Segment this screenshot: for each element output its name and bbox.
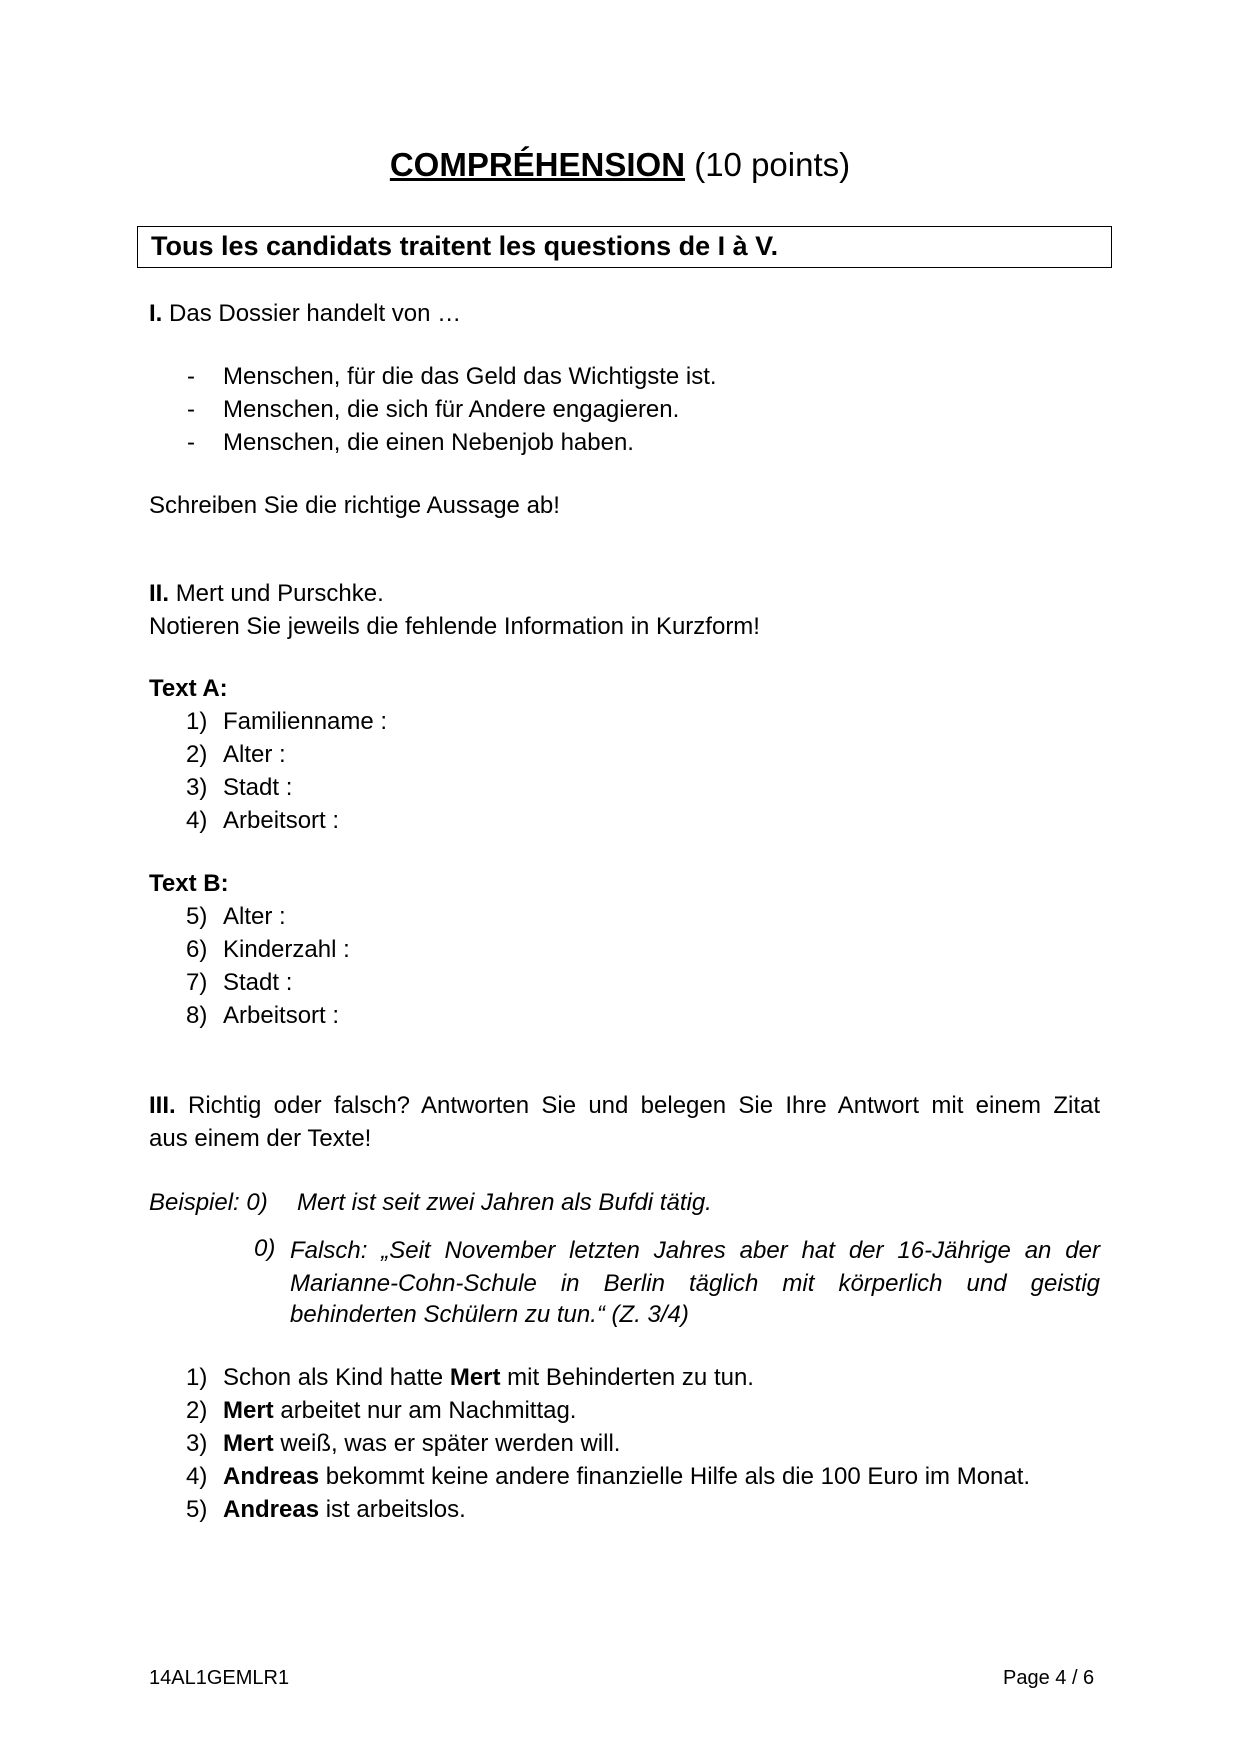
q3-label: III. bbox=[149, 1092, 176, 1119]
statement-number: 5) bbox=[186, 1496, 208, 1523]
list-item: Familienname : bbox=[223, 708, 388, 735]
statement-name: Mert bbox=[223, 1430, 274, 1457]
title-main: COMPRÉHENSION bbox=[389, 146, 686, 183]
statement-name: Mert bbox=[223, 1397, 274, 1424]
q2-task: Notieren Sie jeweils die fehlende Information in Kurzform! bbox=[149, 613, 760, 640]
statement bbox=[223, 1496, 466, 1524]
example-label: Beispiel: 0) bbox=[149, 1189, 268, 1216]
statement-post: arbeitet nur am Nachmittag. bbox=[273, 1397, 577, 1424]
q1-label: I. bbox=[149, 300, 163, 327]
q1-option: Menschen, für die das Geld das Wichtigste ist. bbox=[223, 363, 717, 390]
example-answer-line: Falsch: „Seit November letzten Jahres aber hat der 16-Jährige an der bbox=[290, 1237, 1100, 1264]
example-statement: Mert ist seit zwei Jahren als Bufdi tätig. bbox=[297, 1189, 712, 1216]
statement-number: 2) bbox=[186, 1397, 208, 1424]
list-item: Alter : bbox=[223, 903, 286, 930]
page-title bbox=[0, 146, 1240, 184]
statement bbox=[223, 1364, 754, 1392]
list-number: 4) bbox=[186, 807, 208, 834]
statement bbox=[223, 1397, 576, 1425]
q3-text-line2: aus einem der Texte! bbox=[149, 1125, 372, 1152]
statement-name: Mert bbox=[449, 1364, 501, 1391]
statement-name: Andreas bbox=[223, 1496, 320, 1523]
statement-post: mit Behinderten zu tun. bbox=[500, 1364, 754, 1391]
statement-number: 4) bbox=[186, 1463, 208, 1490]
list-item: Arbeitsort : bbox=[223, 1002, 340, 1029]
list-item: Kinderzahl : bbox=[223, 936, 350, 963]
statement-post: weiß, was er später werden will. bbox=[273, 1430, 621, 1457]
text-a-heading: Text A: bbox=[149, 675, 228, 702]
statement-name: Andreas bbox=[223, 1463, 320, 1490]
list-item: Arbeitsort : bbox=[223, 807, 340, 834]
q1-text: Das Dossier handelt von … bbox=[169, 300, 462, 327]
statement-post: bekommt keine andere finanzielle Hilfe als die 100 Euro im Monat. bbox=[319, 1463, 1031, 1490]
q2-label: II. bbox=[149, 580, 170, 607]
instruction-box bbox=[137, 226, 1112, 268]
statement-pre: Schon als Kind hatte bbox=[223, 1364, 450, 1391]
list-item: Alter : bbox=[223, 741, 286, 768]
example-answer-last: behinderten Schülern zu tun.“ (Z. 3/4) bbox=[290, 1301, 689, 1328]
list-item: Stadt : bbox=[223, 774, 293, 801]
statement bbox=[223, 1463, 1030, 1491]
q1-prompt bbox=[149, 300, 461, 328]
footer-code: 14AL1GEMLR1 bbox=[149, 1667, 290, 1689]
footer-page: Page 4 / 6 bbox=[1003, 1667, 1095, 1689]
list-number: 6) bbox=[186, 936, 208, 963]
q1-option-dash: - bbox=[187, 396, 195, 423]
title-points: (10 points) bbox=[694, 146, 851, 183]
list-number: 3) bbox=[186, 774, 208, 801]
q1-option: Menschen, die einen Nebenjob haben. bbox=[223, 429, 634, 456]
q1-task: Schreiben Sie die richtige Aussage ab! bbox=[149, 492, 560, 519]
instruction-text: Tous les candidats traitent les questions de I à V. bbox=[151, 231, 779, 261]
q1-option-dash: - bbox=[187, 363, 195, 390]
q3-prompt-line1 bbox=[149, 1092, 1100, 1120]
example-answer-number: 0) bbox=[254, 1235, 276, 1262]
q2-prompt bbox=[149, 580, 384, 608]
q1-option: Menschen, die sich für Andere engagieren. bbox=[223, 396, 680, 423]
list-number: 8) bbox=[186, 1002, 208, 1029]
statement-number: 3) bbox=[186, 1430, 208, 1457]
list-number: 2) bbox=[186, 741, 208, 768]
list-item: Stadt : bbox=[223, 969, 293, 996]
example-answer-line: Marianne-Cohn-Schule in Berlin täglich mit körperlich und geistig bbox=[290, 1270, 1100, 1297]
q2-text: Mert und Purschke. bbox=[175, 580, 384, 607]
q3-text-line1: Richtig oder falsch? Antworten Sie und belegen Sie Ihre Antwort mit einem Zitat bbox=[187, 1092, 1101, 1119]
statement-number: 1) bbox=[186, 1364, 208, 1391]
statement bbox=[223, 1430, 620, 1458]
list-number: 1) bbox=[186, 708, 208, 735]
list-number: 5) bbox=[186, 903, 208, 930]
text-b-heading: Text B: bbox=[149, 870, 229, 897]
list-number: 7) bbox=[186, 969, 208, 996]
q1-option-dash: - bbox=[187, 429, 195, 456]
statement-post: ist arbeitslos. bbox=[319, 1496, 466, 1523]
